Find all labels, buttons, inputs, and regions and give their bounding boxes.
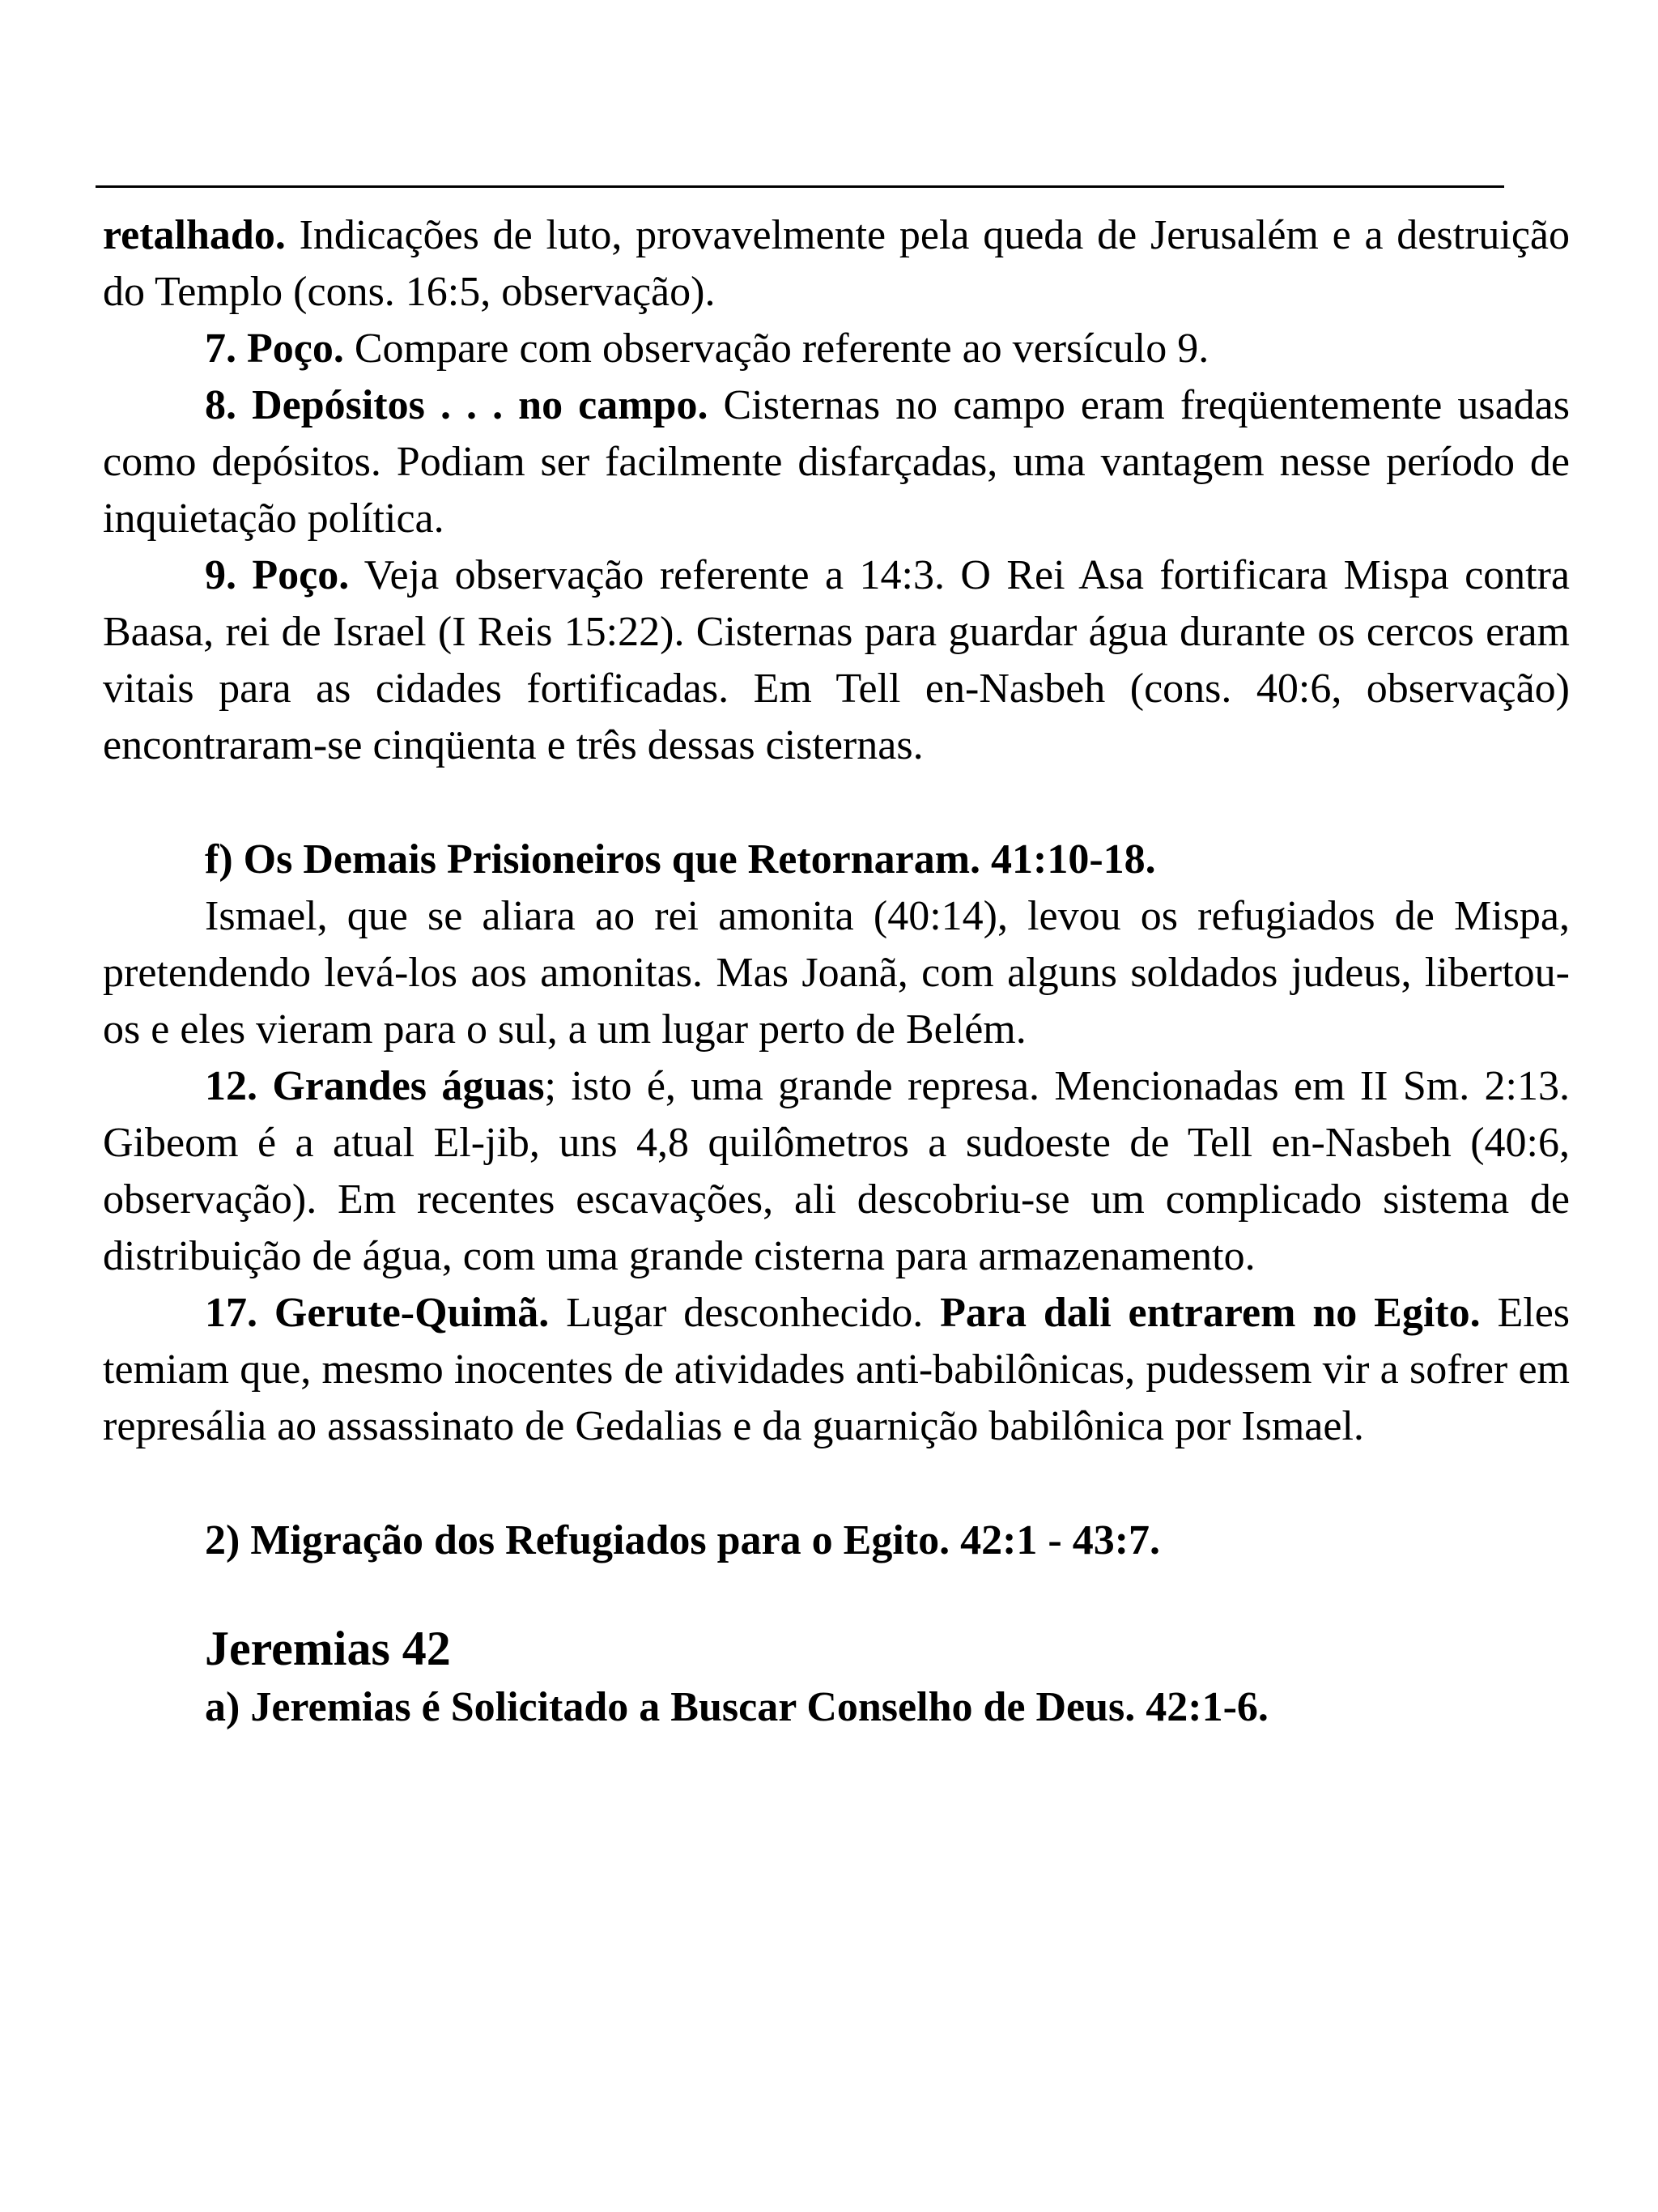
document-body — [103, 207, 1570, 1736]
term-para-dali: Para dali entrarem no Egito. — [940, 1290, 1481, 1336]
term-verse-9: 9. Poço. — [205, 552, 350, 598]
paragraph-text: Eles temiam que, mesmo inocentes de atividades anti-babilônicas, pudessem vir a sofrer em represália ao assassinato de Gedalias e da guarnição babilônica por Ismael. — [103, 1290, 1571, 1449]
paragraph-verse-17 — [103, 1285, 1570, 1455]
paragraph-text: Indicações de luto, provavelmente pela queda de Jerusalém e a destruição do Templo (cons. 16:5, observação). — [103, 212, 1570, 315]
section-heading-a: a) Jeremias é Solicitado a Buscar Conselho de Deus. 42:1-6. — [205, 1684, 1269, 1730]
paragraph-verse-9 — [103, 547, 1570, 774]
section-gap — [103, 1455, 1570, 1512]
section-gap — [103, 774, 1570, 832]
paragraph-text: Lugar desconhecido. — [549, 1290, 941, 1336]
header-rule — [96, 185, 1504, 188]
section-gap — [103, 1569, 1570, 1618]
paragraph-verse-12 — [103, 1058, 1570, 1285]
term-verse-7: 7. Poço. — [205, 325, 344, 372]
paragraph-verse-7 — [103, 321, 1570, 377]
paragraph-ismael — [103, 888, 1570, 1058]
paragraph-text: Cisternas no campo eram freqüentemente usadas como depósitos. Podiam ser facilmente disfarçadas, uma vantagem nesse período de inquietação política. — [103, 382, 1570, 542]
section-heading-f: f) Os Demais Prisioneiros que Retornaram. 41:10-18. — [205, 836, 1156, 883]
paragraph-text: Compare com observação referente ao versículo 9. — [343, 325, 1209, 372]
term-verse-8: 8. Depósitos . . . no campo. — [205, 382, 708, 428]
term-retalhado: retalhado. — [103, 212, 286, 258]
chapter-heading: Jeremias 42 — [205, 1622, 451, 1675]
term-verse-17: 17. Gerute-Quimã. — [205, 1290, 550, 1336]
paragraph-retalhado — [103, 207, 1570, 321]
paragraph-text: Ismael, que se aliara ao rei amonita (40:14), levou os refugiados de Mispa, pretendendo levá-los aos amonitas. Mas Joanã, com alguns soldados judeus, libertou-os e eles vieram para o sul, a um lugar perto de Belém. — [103, 893, 1570, 1053]
paragraph-text: Veja observação referente a 14:3. O Rei Asa fortificara Mispa contra Baasa, rei de Israel (I Reis 15:22). Cisternas para guardar água durante os cercos eram vitais para as cidades fortificadas. Em Tell en-Nasbeh (cons. 40:6, observação) encontraram-se cinqüenta e três dessas cisternas. — [103, 552, 1571, 768]
section-heading-2: 2) Migração dos Refugiados para o Egito. 42:1 - 43:7. — [205, 1517, 1161, 1563]
paragraph-verse-8 — [103, 377, 1570, 547]
term-verse-12: 12. Grandes águas — [205, 1063, 545, 1109]
paragraph-text: ; isto é, uma grande represa. Mencionadas em II Sm. 2:13. Gibeom é a atual El-jib, uns 4,8 quilômetros a sudoeste de Tell en-Nasbeh (40:6, observação). Em recentes escavações, ali descobriu-se um complicado sistema de distribuição de água, com uma grande cisterna para armazenamento. — [103, 1063, 1570, 1279]
